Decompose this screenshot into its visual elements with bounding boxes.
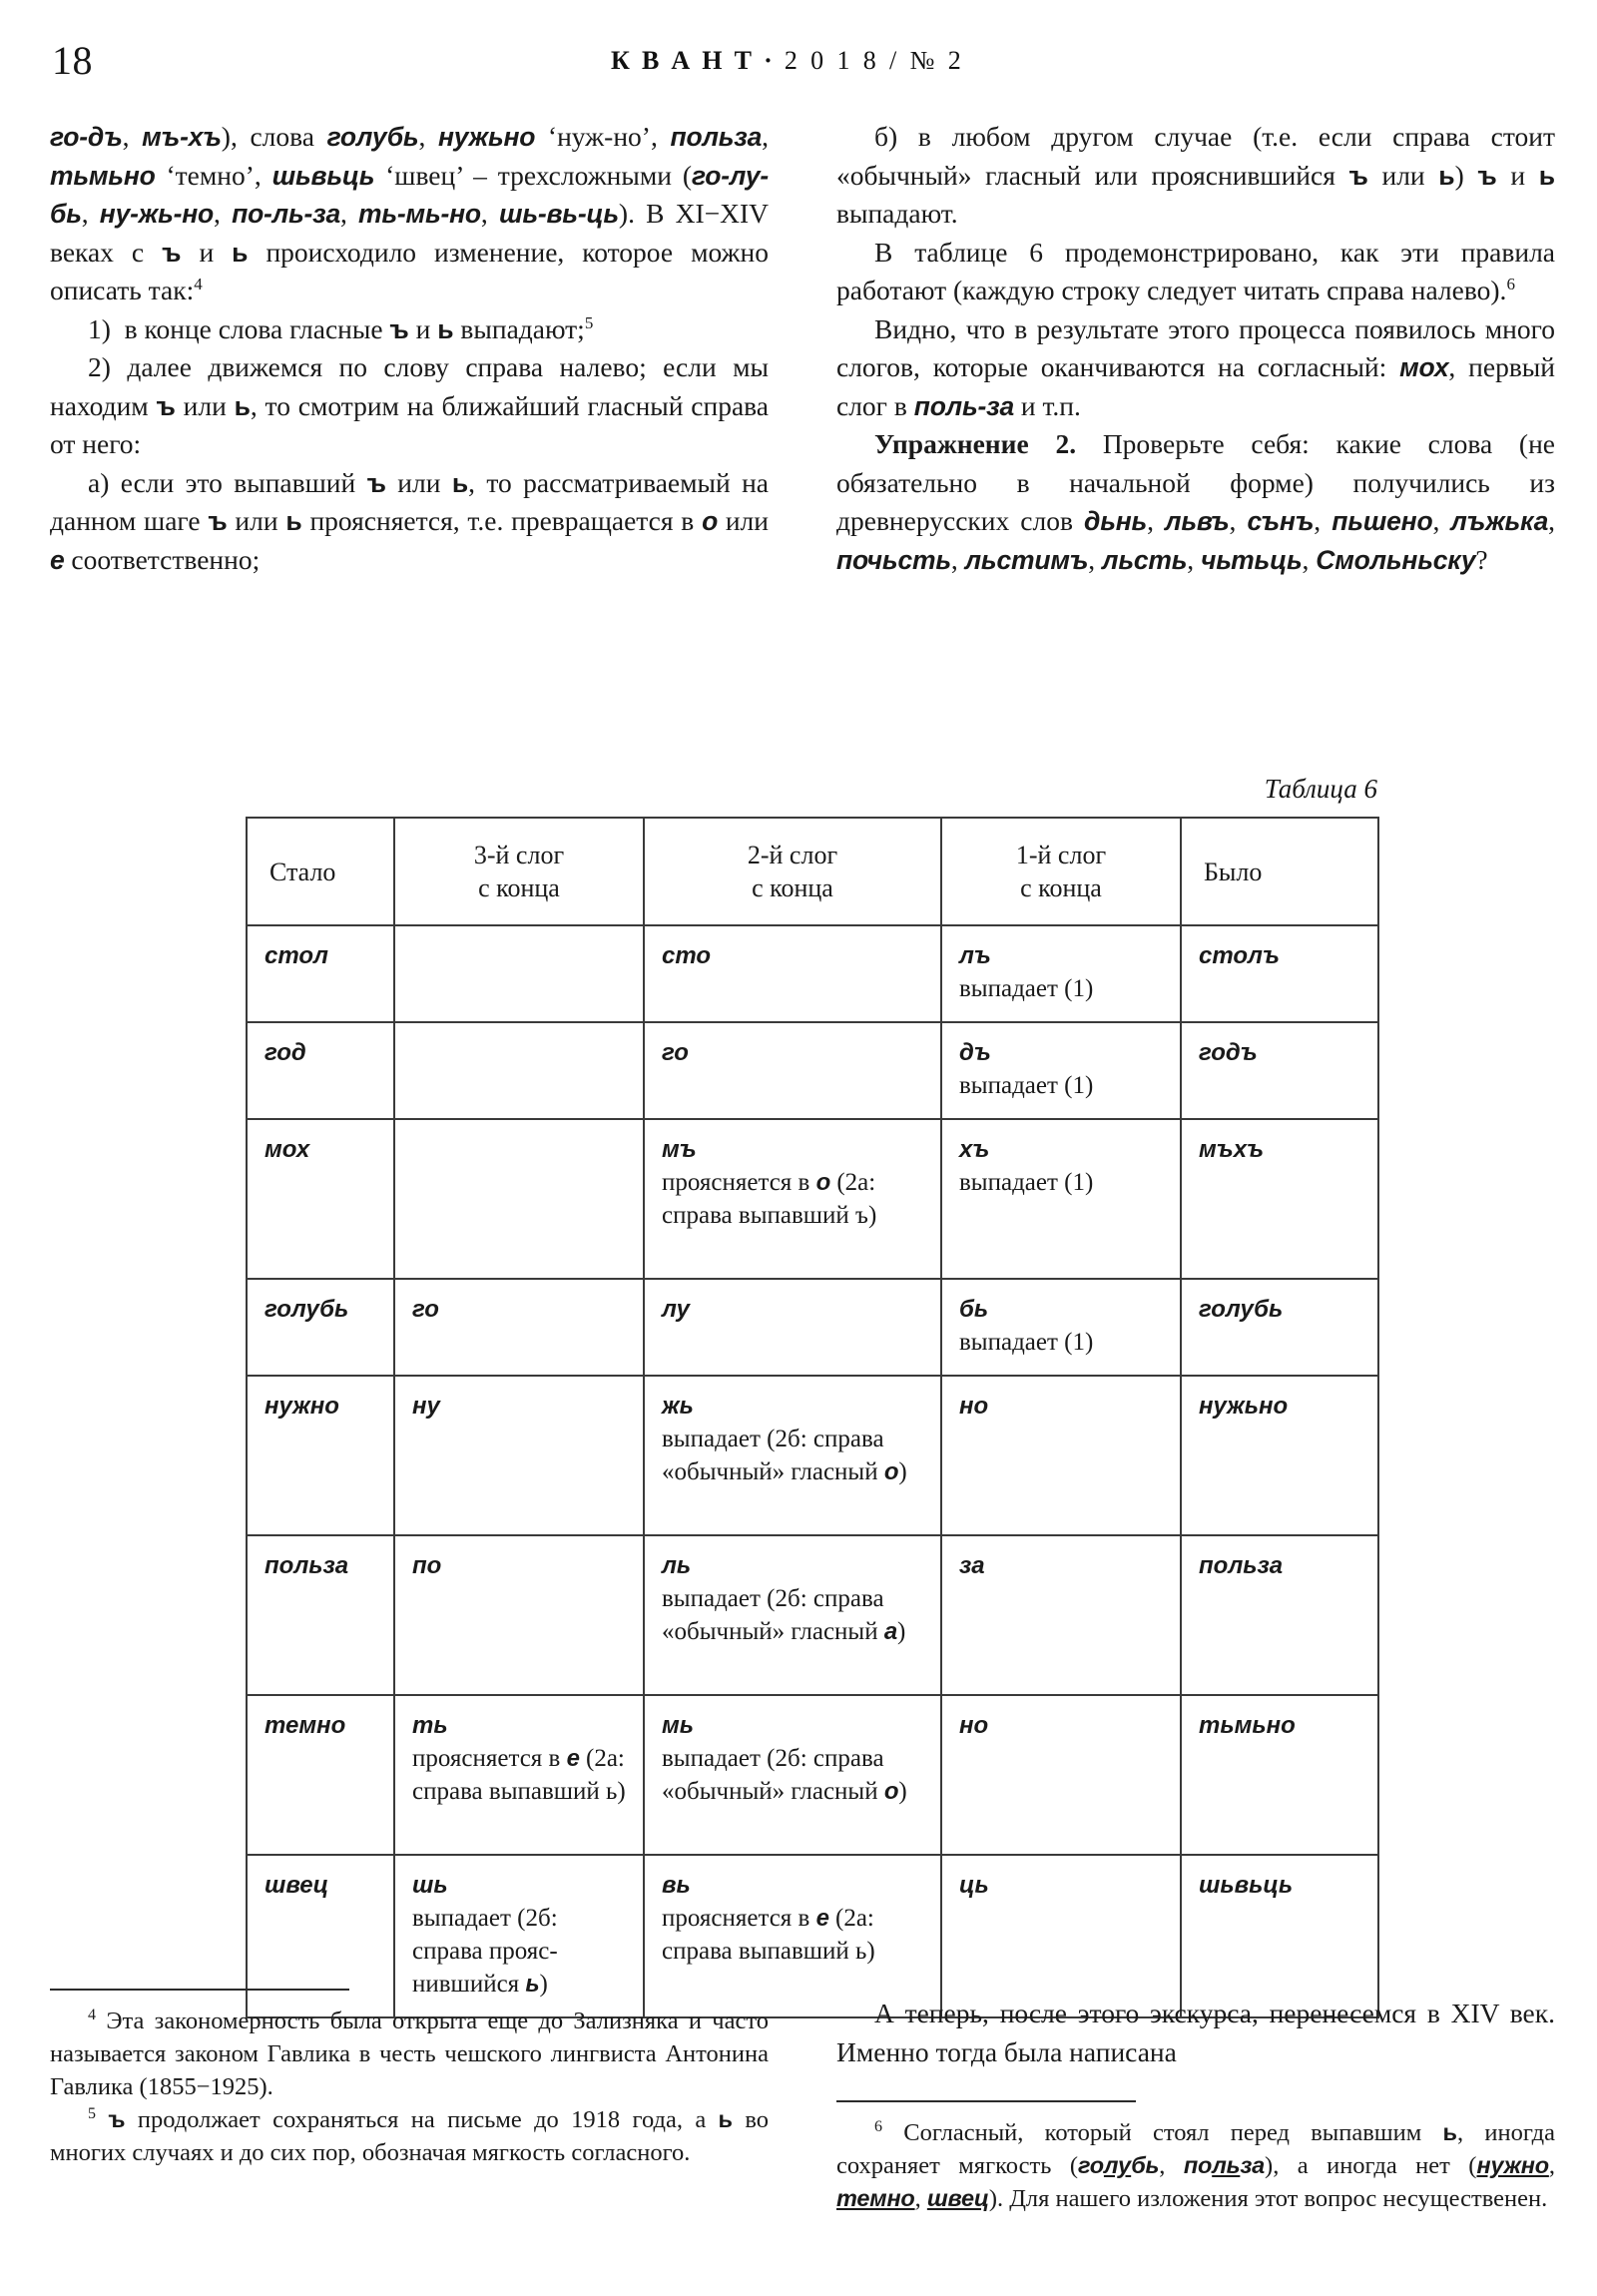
col-header-syl2-line2: с конца [752, 873, 833, 902]
cell-stalo: голубь [247, 1279, 394, 1376]
table-row [247, 1855, 1378, 2017]
col-header-syl3-line2: с конца [478, 873, 560, 902]
cell-syl3 [394, 1119, 644, 1279]
exercise-label: Упражнение 2. [874, 428, 1077, 459]
journal-title [611, 44, 964, 78]
cell-syl2: ль выпадает (2б: справа «обычный» гласный а) [644, 1535, 941, 1695]
table-row [247, 925, 1378, 1022]
cell-syl2-note: выпадает (2б: справа «обычный» гласный о) [662, 1745, 907, 1805]
rule-1: 1) в конце слова гласные ъ и ь выпадают;$^5$ [88, 312, 594, 344]
footnotes-left [50, 2005, 769, 2169]
col-header-syllable-1 [941, 818, 1181, 925]
cell-syl1: за [941, 1535, 1181, 1695]
table-row [247, 1022, 1378, 1119]
cell-stalo: год [247, 1022, 394, 1119]
footnote-4-text: Эта закономерность была открыта еще до Зализняка и часто называется законом Гавлика в честь чешского лингвиста Антонина Гавлика (1855−1925). [50, 2008, 769, 2100]
rule-2: 2) далее движемся по слову справа налево; если мы находим ъ или ь, то смотрим на ближайший гласный справа от него: [50, 351, 769, 459]
cell-bylo: годъ [1181, 1022, 1378, 1119]
cell-bylo: польза [1181, 1535, 1378, 1695]
cell-syl2: мь выпадает (2б: справа «обычный» гласный о) [644, 1695, 941, 1855]
col-header-syllable-2 [644, 818, 941, 925]
cell-syl2-note: выпадает (2б: справа «обычный» гласный а) [662, 1585, 906, 1645]
col-header-syl1-line2: с конца [1020, 873, 1102, 902]
journal-separator: · [764, 46, 776, 75]
cell-syl3 [394, 925, 644, 1022]
exercise-paragraph: Упражнение 2. Проверьте себя: какие слова (не обязательно в начальной форме) получились из древнерусских слов дьнь, львъ, сънъ, пьшено, лъжька, почьсть, льстимъ, льсть, чьтьць, Смольньску? [836, 428, 1556, 575]
table-row [247, 1535, 1378, 1695]
cell-syl3-note: выпадает (2б: справа прояс-нившийся ь) [412, 1905, 558, 1998]
paragraph-continued: го-дъ, мъ-хъ), слова голубь, нужьно ‘нуж⁠-⁠но’, польза, тьмьно ‘темно’, шьвьць ‘швец’ – трехсложными (го-лу-бь, ну-жь-но, по-ль-за, ть-мь-но, шь-вь-ць). В XI−XIV веках с ъ и ь происходило изменение, которое можно описать так:$^4$ [50, 121, 770, 305]
cell-stalo: польза [247, 1535, 394, 1695]
cell-syl3: ну [394, 1376, 644, 1535]
tail-text: А теперь, после этого экскурса, перенесемся в XIV век. Именно тогда была написана [836, 1998, 1555, 2067]
footnote-4-marker: 4 [88, 2006, 96, 2023]
col-header-stalo [247, 818, 394, 925]
col-header-syl1-line1: 1-й слог [1015, 841, 1107, 869]
footnote-marker-5: 5 [584, 312, 594, 332]
footnote-marker-6: 6 [1506, 274, 1515, 293]
footnote-rule-right [836, 2100, 1136, 2102]
cell-syl1: но [941, 1376, 1181, 1535]
footnote-6: $^6$ Согласный, который стоял перед выпавшим ь, иногда сохраняет мягкость (голубь, польза), а иногда нет (нужно, темно, швец). Для нашего изложения этот вопрос несущественен. [836, 2117, 1555, 2212]
col-header-stalo-line1: Стало [269, 857, 336, 886]
table-6 [246, 817, 1379, 2018]
cell-syl3 [394, 1022, 644, 1119]
col-header-syllable-3 [394, 818, 644, 925]
cell-syl2: вь проясняется в е (2а: справа выпавший ь) [644, 1855, 941, 2017]
cell-stalo: стол [247, 925, 394, 1022]
table-body [247, 925, 1378, 2017]
cell-syl3: го [394, 1279, 644, 1376]
cell-bylo: голубь [1181, 1279, 1378, 1376]
footnote-6-marker: 6 [874, 2117, 882, 2135]
cell-syl2: сто [644, 925, 941, 1022]
cell-syl1: лъ выпадает (1) [941, 925, 1181, 1022]
cell-syl2: мъ проясняется в о (2а: справа выпавший ъ) [644, 1119, 941, 1279]
col-header-bylo [1181, 818, 1378, 925]
right-tail-paragraph [836, 1995, 1555, 2071]
running-head [52, 38, 1549, 84]
cell-syl1: ць [941, 1855, 1181, 2017]
table-caption: Таблица 6 [1264, 774, 1377, 804]
footnotes-right [836, 2116, 1555, 2215]
page-number: 18 [52, 38, 93, 83]
cell-bylo: шьвьць [1181, 1855, 1378, 2017]
footnote-rule-left [50, 1989, 349, 1991]
cell-syl3-note: проясняется в е (2а: справа выпавший ь) [412, 1745, 626, 1805]
footnote-marker-4: 4 [194, 274, 203, 293]
journal-name: К В А Н Т [611, 46, 755, 75]
table-row [247, 1695, 1378, 1855]
left-text-column [50, 118, 769, 579]
table-header-row [247, 818, 1378, 925]
col-header-syl2-line1: 2-й слог [747, 841, 838, 869]
cell-syl3: по [394, 1535, 644, 1695]
cell-stalo: нужно [247, 1376, 394, 1535]
col-header-bylo-line1: Было [1204, 857, 1263, 886]
table-row [247, 1279, 1378, 1376]
right-text-column [836, 118, 1555, 579]
cell-syl2-note: проясняется в о (2а: справа выпавший ъ) [662, 1169, 877, 1229]
cell-syl2-note: проясняется в е (2а: справа выпавший ь) [662, 1905, 875, 1965]
rule-2a: а) если это выпавший ъ или ь, то рассматриваемый на данном шаге ъ или ь проясняется, т.е. превращается в о или е соответственно; [50, 466, 769, 575]
cell-syl1: бь выпадает (1) [941, 1279, 1181, 1376]
cell-syl2: лу [644, 1279, 941, 1376]
cell-stalo: темно [247, 1695, 394, 1855]
table-row [247, 1376, 1378, 1535]
col-header-syl3-line1: 3-й слог [473, 841, 565, 869]
footnote-5-marker: 5 [88, 2104, 96, 2122]
cell-syl3: шь выпадает (2б: справа прояс-нившийся ь) [394, 1855, 644, 2017]
cell-bylo: нужьно [1181, 1376, 1378, 1535]
cell-bylo: тьмьно [1181, 1695, 1378, 1855]
cell-syl2-note: выпадает (2б: справа «обычный» гласный о) [662, 1426, 907, 1485]
journal-issue: 2 0 1 8 / № 2 [784, 46, 965, 75]
cell-syl3: ть проясняется в е (2а: справа выпавший ь) [394, 1695, 644, 1855]
paragraph-result: Видно, что в результате этого процесса появилось много слогов, которые оканчиваются на согласный: мох, первый слог в поль⁠-⁠за и т.п. [836, 312, 1555, 421]
cell-stalo: мох [247, 1119, 394, 1279]
cell-syl1: хъ выпадает (1) [941, 1119, 1181, 1279]
cell-syl1: но [941, 1695, 1181, 1855]
table-6-wrapper [246, 817, 1377, 2018]
cell-bylo: мъхъ [1181, 1119, 1378, 1279]
footnote-5: $^5$ ъ продолжает сохраняться на письме до 1918 года, а ь во многих случаях и до сих пор, обозначая мягкость согласного. [50, 2104, 770, 2166]
rule-2b: б) в любом другом случае (т.е. если справа стоит «обычный» гласный или прояснившийся ъ или ь) ъ и ь выпадают. [836, 121, 1555, 229]
table-row [247, 1119, 1378, 1279]
cell-syl2: жь выпадает (2б: справа «обычный» гласный о) [644, 1376, 941, 1535]
cell-syl2: го [644, 1022, 941, 1119]
footnote-4 [50, 2005, 769, 2103]
paragraph-table-reference: В таблице 6 продемонстрировано, как эти правила работают (каждую строку следует читать справа налево).$^6$ [836, 236, 1555, 305]
cell-syl1: дъ выпадает (1) [941, 1022, 1181, 1119]
cell-bylo: столъ [1181, 925, 1378, 1022]
cell-stalo: швец [247, 1855, 394, 2017]
